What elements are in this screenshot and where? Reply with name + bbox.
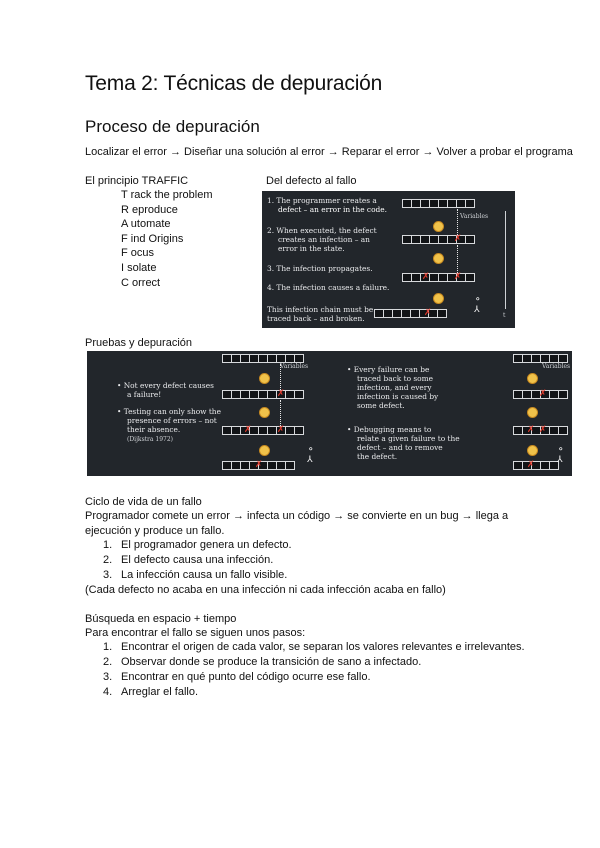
slide-text: presence of errors – not	[127, 416, 217, 425]
item-text: La infección causa un fallo visible.	[121, 569, 288, 581]
user-icon: ⚬ ⅄	[307, 445, 315, 465]
variables-label: Variables	[542, 363, 571, 370]
lifecycle-line: Programador comete un error → infecta un código → se convierte en un bug → llega a	[85, 510, 509, 522]
slide-text: infection is caused by	[357, 392, 439, 401]
defect-bug-icon	[433, 221, 444, 232]
item-number: 1.	[103, 641, 113, 653]
list-item	[103, 640, 525, 655]
time-axis	[505, 211, 506, 309]
slide-text: 2. When executed, the defect	[267, 226, 377, 235]
state-row	[222, 390, 303, 399]
infection-x-icon: ✗	[539, 425, 547, 435]
infection-x-icon: ✗	[539, 389, 547, 399]
item-number: 1.	[103, 539, 113, 551]
lifecycle-heading: Ciclo de vida de un fallo	[85, 496, 202, 508]
item-number: 3.	[103, 569, 113, 581]
search-intro: Para encontrar el fallo se siguen unos pasos:	[85, 627, 306, 639]
list-item	[103, 685, 525, 700]
defect-bug-icon	[433, 293, 444, 304]
slide-text: • Debugging means to	[347, 425, 432, 434]
infection-x-icon: ✗	[255, 460, 263, 470]
lifecycle-list	[103, 538, 292, 583]
infection-x-icon: ✗	[527, 460, 535, 470]
state-row	[222, 354, 303, 363]
list-item	[103, 568, 292, 583]
variables-label: Variables	[280, 363, 309, 370]
traffic-item: F ocus	[121, 247, 155, 260]
infection-x-icon: ✗	[424, 308, 432, 318]
traffic-heading: El principio TRAFFIC	[85, 175, 189, 187]
defect-bug-icon	[527, 373, 538, 384]
search-heading: Búsqueda en espacio + tiempo	[85, 613, 237, 625]
infection-x-icon: ✗	[244, 425, 252, 435]
user-icon: ⚬ ⅄	[557, 445, 565, 465]
variables-label: Variables	[460, 213, 489, 220]
slide-text: creates an infection – an	[278, 235, 370, 244]
lifecycle-note: (Cada defecto no acaba en una infección ni cada infección acaba en fallo)	[85, 584, 446, 596]
slide-text: (Dijkstra 1972)	[127, 436, 174, 443]
list-item	[103, 655, 525, 670]
item-number: 3.	[103, 671, 113, 683]
section-title: Proceso de depuración	[85, 117, 260, 136]
defect-bug-icon	[527, 407, 538, 418]
infection-trace	[280, 400, 281, 426]
tests-caption: Pruebas y depuración	[85, 337, 193, 349]
infection-x-icon: ✗	[527, 425, 535, 435]
defect-caption: Del defecto al fallo	[266, 175, 357, 187]
slide-text: 4. The infection causes a failure.	[267, 283, 390, 292]
item-text: El defecto causa una infección.	[121, 554, 274, 566]
defect-bug-icon	[527, 445, 538, 456]
slide-text: 3. The infection propagates.	[267, 264, 373, 273]
item-text: El programador genera un defecto.	[121, 539, 292, 551]
slide-text: defect – an error in the code.	[278, 205, 387, 214]
search-list	[103, 640, 525, 700]
defect-bug-icon	[259, 407, 270, 418]
slide-text: the defect.	[357, 452, 398, 461]
traffic-item: R eproduce	[121, 203, 178, 216]
slide-text: infection, and every	[357, 383, 432, 392]
defect-bug-icon	[259, 373, 270, 384]
traffic-item: C orrect	[121, 276, 161, 289]
list-item	[103, 553, 292, 568]
slide-text: • Not every defect causes	[117, 381, 214, 390]
slide-text: This infection chain must be	[267, 305, 374, 314]
defect-to-failure-slide	[262, 191, 515, 328]
process-flow: Localizar el error → Diseñar una solución al error → Reparar el error → Volver a probar el programa	[85, 146, 573, 158]
time-label: t	[503, 312, 506, 319]
traffic-item: A utomate	[121, 218, 171, 231]
item-number: 2.	[103, 656, 113, 668]
slide-text: relate a given failure to the	[357, 434, 460, 443]
item-text: Observar donde se produce la transición de sano a infectado.	[121, 656, 422, 668]
infection-trace	[457, 245, 458, 273]
item-number: 2.	[103, 554, 113, 566]
infection-x-icon: ✗	[422, 272, 430, 282]
state-row	[222, 426, 303, 435]
item-text: Encontrar en qué punto del código ocurre ese fallo.	[121, 671, 371, 683]
user-icon: ⚬ ⅄	[474, 295, 482, 315]
slide-text: • Testing can only show the	[117, 407, 221, 416]
infection-x-icon: ✗	[454, 272, 462, 282]
item-number: 4.	[103, 686, 113, 698]
infection-x-icon: ✗	[277, 425, 285, 435]
list-item	[103, 538, 292, 553]
slide-text: 1. The programmer creates a	[267, 196, 377, 205]
traffic-item: I solate	[121, 261, 157, 274]
state-row	[402, 235, 474, 244]
slide-text: a failure!	[127, 390, 162, 399]
slide-text: • Every failure can be	[347, 365, 430, 374]
tests-and-debugging-slide	[87, 351, 572, 476]
defect-bug-icon	[433, 253, 444, 264]
item-text: Encontrar el origen de cada valor, se separan los valores relevantes e irrelevantes.	[121, 641, 525, 653]
slide-text: defect – and to remove	[357, 443, 443, 452]
traffic-item: T rack the problem	[121, 189, 213, 201]
slide-text: traced back – and broken.	[267, 314, 365, 323]
slide-text: their absence.	[127, 425, 181, 434]
lifecycle-line: ejecución y produce un fallo.	[85, 525, 225, 537]
infection-trace	[280, 364, 281, 390]
state-row	[513, 354, 567, 363]
traffic-item: F ind Origins	[121, 232, 184, 245]
list-item	[103, 670, 525, 685]
state-row	[374, 309, 446, 318]
state-row	[513, 461, 558, 470]
infection-x-icon: ✗	[277, 389, 285, 399]
state-row	[402, 199, 474, 208]
infection-x-icon: ✗	[454, 234, 462, 244]
state-row	[402, 273, 474, 282]
traffic-list	[121, 188, 213, 290]
infection-trace	[457, 209, 458, 235]
page-title: Tema 2: Técnicas de depuración	[85, 72, 383, 95]
slide-text: traced back to some	[357, 374, 433, 383]
slide-text: error in the state.	[278, 244, 345, 253]
defect-bug-icon	[259, 445, 270, 456]
slide-text: some defect.	[357, 401, 405, 410]
item-text: Arreglar el fallo.	[121, 686, 199, 698]
